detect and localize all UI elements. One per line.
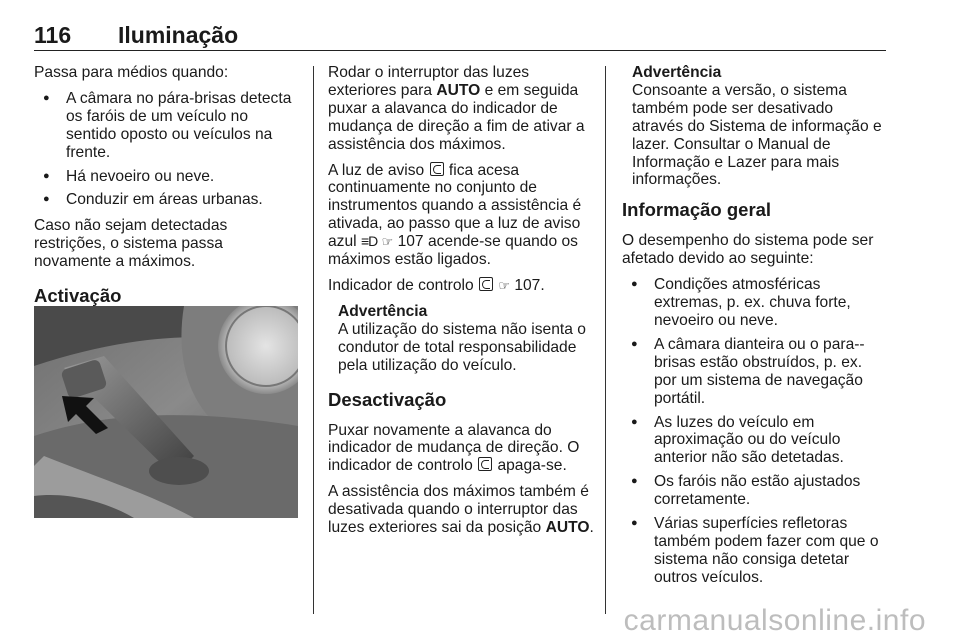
page-reference-arrow-icon: ☞ <box>498 277 510 293</box>
text-run: apaga-se. <box>493 457 567 475</box>
intro-text: Passa para médios quando: <box>34 64 229 81</box>
section-heading-deactivation: Desactivação <box>328 388 447 410</box>
body-paragraph <box>328 162 594 269</box>
column-middle <box>328 64 594 545</box>
list-item: ● Conduzir em áreas urbanas. <box>34 191 302 209</box>
warning-title: Advertência <box>338 302 428 320</box>
high-beam-assist-indicator-icon <box>478 457 492 471</box>
page-reference: 107 <box>397 233 424 251</box>
list-item: ● Há nevoeiro ou neve. <box>34 168 302 186</box>
page-reference: 107. <box>514 276 545 294</box>
warning-note <box>622 64 888 189</box>
text-run: Indicador de controlo <box>328 276 478 294</box>
bullet-list <box>34 90 302 209</box>
bullet-list <box>622 276 888 587</box>
page-header <box>34 22 886 51</box>
text-run: Puxar novamente a alavanca do indicador de mudança de direção. O indicador de controlo <box>328 421 580 475</box>
list-item: ● Os faróis não estão ajustados corretamente. <box>622 473 888 509</box>
warning-text: Consoante a versão, o sistema também pode ser desativado através do Sistema de informação e lazer. Consultar o Manual de Informação e Lazer para mais informações. <box>632 81 882 189</box>
body-paragraph: Caso não sejam detectadas restrições, o sistema passa novamente a máximos. <box>34 217 228 271</box>
warning-text: A utilização do sistema não isenta o condutor de total responsabilidade pela utilização do veículo. <box>338 320 586 374</box>
page-reference-arrow-icon: ☞ <box>381 234 394 250</box>
column-divider <box>605 66 606 614</box>
chapter-title: Iluminação <box>118 22 239 48</box>
text-run: . <box>589 519 594 537</box>
body-paragraph <box>328 64 594 154</box>
list-item: ● Várias superfícies refletoras também podem fazer com que o sistema não consiga detetar outros veículos. <box>622 515 888 587</box>
text-run: fica acesa continuamente no conjunto de instrumentos quando a assistência é ativada, ao passo que a luz de aviso azul <box>328 161 582 251</box>
text-run: A assistência dos máximos também é desativada quando o interruptor das luzes exteriores sai da posição <box>328 483 589 537</box>
watermark: carmanualsonline.info <box>623 604 926 637</box>
list-item: ● As luzes do veículo em aproximação ou do veículo anterior não são detetadas. <box>622 414 888 468</box>
page-number: 116 <box>34 22 72 48</box>
lever-photo <box>34 306 298 518</box>
high-beam-icon: ≡D <box>360 233 378 250</box>
text-run: acende-se quando os máximos estão ligados. <box>328 233 578 269</box>
body-paragraph <box>328 483 594 537</box>
list-item: ● Condições atmosféricas extremas, p. ex. chuva forte, nevoeiro ou neve. <box>622 276 888 330</box>
high-beam-assist-indicator-icon <box>430 162 444 176</box>
body-paragraph <box>328 422 594 476</box>
auto-label: AUTO <box>545 519 590 537</box>
column-right <box>622 64 888 595</box>
column-left <box>34 64 302 318</box>
text-run: e em seguida puxar a alavanca do indicador de mudança de direção a fim de ativar a assistência dos máximos. <box>328 81 585 153</box>
body-paragraph <box>328 277 594 295</box>
text-run: A luz de aviso <box>328 161 429 179</box>
list-item: ● A câmara dianteira ou o para--brisas estão obstruídos, p. ex. por um sistema de navegação portátil. <box>622 336 888 408</box>
section-heading-general-info: Informação geral <box>622 199 772 221</box>
intro-text: O desempenho do sistema pode ser afetado devido ao seguinte: <box>622 232 874 268</box>
section-heading-activation: Activação <box>34 285 122 307</box>
warning-title: Advertência <box>632 64 722 81</box>
list-item: ● A câmara no pára-brisas detecta os faróis de um veículo no sentido oposto ou veículos na frente. <box>34 90 302 162</box>
text-run: Rodar o interruptor das luzes exteriores para <box>328 64 530 99</box>
column-divider <box>313 66 314 614</box>
high-beam-assist-indicator-icon <box>479 277 493 291</box>
auto-label: AUTO <box>436 81 481 99</box>
warning-note <box>328 303 594 375</box>
